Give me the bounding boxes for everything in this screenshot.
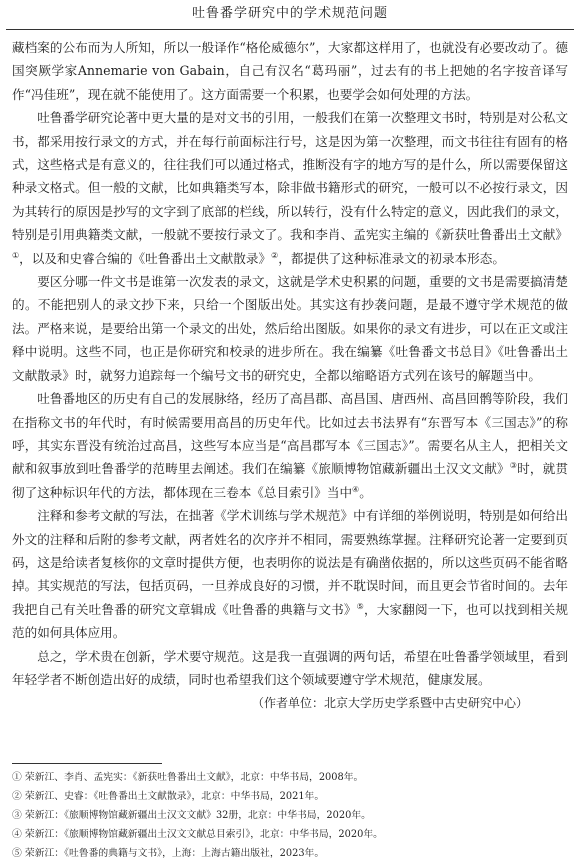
- paragraph-text: ，以及和史睿合编的《吐鲁番出土文献散录》: [19, 250, 272, 266]
- footnote-marker-2[interactable]: ②: [271, 250, 279, 260]
- footnote-marker-3[interactable]: ③: [509, 461, 518, 471]
- running-title: 吐鲁番学研究中的学术规范问题: [191, 6, 388, 21]
- paragraph-citation-of-documents: [12, 106, 568, 270]
- footnote-3: ③ 荣新江：《旅顺博物馆藏新疆出土汉文文献》32册，北京：中华书局，2020年。: [12, 810, 371, 821]
- author-affiliation: （作者单位：北京大学历史学系暨中古史研究中心）: [251, 696, 528, 711]
- footnote-5: ⑤ 荣新江：《吐鲁番的典籍与文书》，上海：上海古籍出版社，2023年。: [12, 848, 325, 859]
- paragraph-conclusion: 总之，学术贵在创新，学术要守规范。这是我一直强调的两句话，希望在吐鲁番学领域里，看到年轻学者不断创造出好的成绩，同时也希望我们这个领域要遵守学术规范，健康发展。: [12, 648, 568, 687]
- footnote-rule: [12, 763, 162, 764]
- footnotes: [12, 768, 568, 863]
- footnote-4: ④ 荣新江：《旅顺博物馆藏新疆出土汉文文献总目索引》，北京：中华书局，2020年。: [12, 829, 383, 840]
- paragraph-text: ，都提供了这种标准录文的初录本形态。: [278, 250, 505, 266]
- paragraph-text: 时，就贯彻了这种标识年代的方法，都体现在三卷本《总目索引》当中: [12, 461, 569, 500]
- article-body: [12, 36, 568, 715]
- footnote-marker-1[interactable]: ①: [12, 250, 20, 260]
- paragraph-text: 吐鲁番学研究论著中更大量的是对文书的引用，一般我们在第一次整理文书时，特别是对公私文书，都采用按行录文的方式，并在每行前面标注行号，这是因为第一次整理，而文书往往有固有的格式，这些格式是有意义的，往往我们可以通过格式，推断没有字的地方写的是什么，所以需要保留这种录文格式。但一般的文献，比如典籍类写本，除非做书籍形式的研究，一般可以不必按行录文，因为其转行的原因是抄写的文字到了底部的栏线，所以转行，没有什么特定的意义，因此我们的录文，特别是引用典籍类文献，一般就不要按行录文了。我和李肖、孟宪实主编的《新获吐鲁番出土文献》: [12, 110, 568, 243]
- paragraph-text: ，大家翻阅一下，也可以找到相关规范的如何具体应用。: [12, 601, 569, 641]
- header-rule: [6, 29, 574, 30]
- footnote-1: ① 荣新江、李肖、孟宪实：《新获吐鲁番出土文献》，北京：中华书局，2008年。: [12, 772, 364, 783]
- paragraph-text: 。: [359, 484, 372, 500]
- paragraph-continuation: 藏档案的公布而为人所知，所以一般译作“格伦威德尔”，大家都这样用了，也就没有必要改动了。德国突厥学家Annemarie von Gabain，自己有汉名“葛玛丽”，过去有的书上把她的名字按音译写作“冯佳班”，现在就不能使用了。这方面需要一个积累，也要学会如何处理的方法。: [12, 40, 568, 102]
- footnote-marker-4[interactable]: ④: [352, 484, 360, 494]
- paragraph-first-transcription: 要区分哪一件文书是谁第一次发表的录文，这就是学术史积累的问题，重要的文书是需要搞清楚的。不能把别人的录文抄下来，只给一个图版出处。其实这有抄袭问题，是最不遵守学术规范的做法。严格来说，是要给出第一个录文的出处，然后给出图版。如果你的录文有进步，可以在正文或注释中说明。这些不同，也正是你研究和校录的进步所在。我在编纂《吐鲁番文书总目》《吐鲁番出土文献散录》时，就努力追踪每一个编号文书的研究史，全都以缩略语方式列在该号的解题当中。: [12, 274, 568, 383]
- paragraph-text: 注释和参考文献的写法，在拙著《学术训练与学术规范》中有详细的举例说明，特别是如何给出外文的注释和后附的参考文献，两者姓名的次序并不相同，需要熟练掌握。注释研究论著一定要到页码，这是给读者复核你的文章时提供方便，也表明你的说法是有确凿依据的，所以这些页码不能省略掉。其实规范的写法，包括页码，一旦养成良好的习惯，并不耽误时间，而且更会节省时间的。去年我把自己有关吐鲁番的研究文章辑成《吐鲁番的典籍与文书》: [12, 508, 568, 617]
- paragraph-notes-and-references: [12, 504, 568, 644]
- footnote-2: ② 荣新江、史睿：《吐鲁番出土文献散录》，北京：中华书局，2021年。: [12, 791, 325, 802]
- paragraph-text: 吐鲁番地区的历史有自己的发展脉络，经历了高昌郡、高昌国、唐西州、高昌回鹘等阶段，我们在指称文书的年代时，有时候需要用高昌的历史年代。比如过去书法界有“东晋写本《三国志》”的称呼，其实东晋没有统治过高昌，这些写本应当是“高昌郡写本《三国志》”。需要名从主人，把相关文献和叙事放到吐鲁番学的范畴里去阐述。我们在编纂《旅顺博物馆藏新疆出土汉文文献》: [12, 391, 568, 477]
- paragraph-historical-dating: [12, 387, 568, 504]
- footnote-marker-5[interactable]: ⑤: [356, 601, 364, 611]
